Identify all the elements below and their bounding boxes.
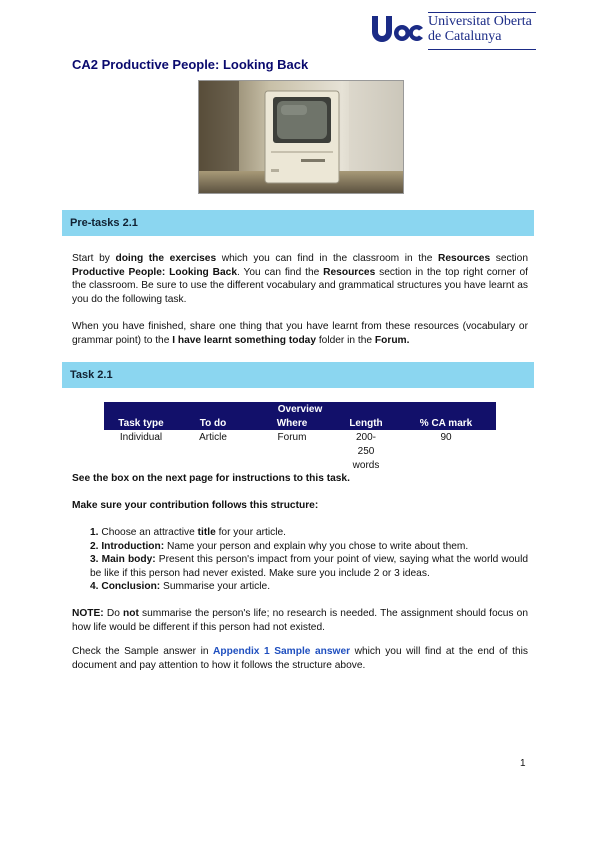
text-run: folder in the	[316, 334, 375, 346]
note-paragraph	[72, 607, 528, 634]
cell-length: 200-250 words	[352, 432, 380, 471]
logo-line-1: Universitat Oberta	[428, 14, 532, 29]
col-header-length: Length	[336, 417, 396, 430]
text-bold: not	[123, 608, 139, 619]
cell-to-do: Article	[199, 432, 227, 443]
text-bold: Forum.	[374, 334, 410, 346]
text-run: Name your person and explain why you chose to write about them.	[164, 540, 469, 552]
text-run: When you have finished, share one thing that you have learnt from these resources (vocabulary or grammar point) to the	[72, 321, 528, 346]
text-run: section	[490, 253, 528, 264]
pretasks-header-band	[62, 210, 534, 236]
text-run: Start by	[72, 253, 116, 264]
pretasks-heading: Pre-tasks 2.1	[70, 217, 138, 229]
col-header-task-type: Task type	[104, 417, 178, 430]
list-item	[90, 526, 528, 540]
text-bold: Resources	[323, 266, 376, 278]
step-number: 4.	[90, 581, 99, 593]
text-bold: Productive People: Looking Back	[72, 266, 237, 278]
structure-intro: Make sure your contribution follows this structure:	[72, 500, 319, 511]
step-number: 3.	[90, 554, 99, 566]
text-bold: title	[197, 527, 216, 538]
text-run: Summarise your article.	[160, 581, 271, 593]
uoc-logo	[370, 12, 540, 52]
col-header-where: Where	[248, 417, 336, 430]
list-item	[90, 540, 528, 554]
overview-table	[104, 402, 496, 474]
table-row	[104, 430, 496, 474]
logo-rule-top	[428, 12, 536, 13]
structure-list	[90, 526, 528, 594]
text-bold: doing the exercises	[115, 253, 217, 264]
logo-rule	[428, 49, 536, 50]
text-run: Present this person's impact from your point of view, saying what the world would be like if this person had never existed. Make sure you include 2 or 3 ideas.	[90, 554, 528, 579]
step-number: 2.	[90, 540, 99, 552]
vintage-computer-photo	[198, 80, 404, 194]
text-bold: Resources	[438, 253, 491, 264]
text-run: Choose an attractive	[101, 527, 198, 538]
text-bold: Conclusion:	[101, 581, 161, 593]
list-item	[90, 580, 528, 594]
computer-illustration	[199, 81, 403, 193]
text-run: which you will find at the end of this document and pay attention to how it follows the structure above.	[72, 646, 528, 671]
note-label: NOTE:	[72, 608, 104, 619]
text-run: summarise the person's life; no research is needed. The assignment should focus on how life would be different if this person had not existed.	[72, 608, 528, 633]
text-run: for your article.	[215, 527, 286, 538]
text-run: Do	[103, 608, 124, 619]
text-bold: I have learnt something today	[172, 334, 317, 346]
appendix-link[interactable]: Appendix 1 Sample answer	[213, 646, 351, 657]
text-bold: Introduction:	[101, 540, 165, 552]
page-number: 1	[520, 758, 526, 769]
text-bold: Main body:	[101, 554, 156, 566]
text-run: section in the top right corner of the classroom. Be sure to use the different vocabulary and grammatical structures you have learnt as you do the following task.	[72, 266, 528, 305]
logo-line-2: de Catalunya	[428, 29, 502, 44]
overview-caption: Overview	[104, 402, 496, 417]
check-sample-paragraph	[72, 645, 528, 672]
text-run: which you can find in the classroom in the	[216, 253, 439, 264]
list-item	[90, 553, 528, 580]
pretasks-paragraph-1	[72, 252, 528, 306]
see-box-instruction: See the box on the next page for instructions to this task.	[72, 473, 350, 484]
uoc-logo-icon	[370, 12, 424, 48]
pretasks-paragraph-2	[72, 320, 528, 347]
text-run: . You can find the	[237, 266, 324, 278]
text-run: Check the Sample answer in	[72, 646, 214, 657]
cell-where: Forum	[277, 432, 307, 443]
col-header-to-do: To do	[178, 417, 248, 430]
page-title: CA2 Productive People: Looking Back	[72, 57, 309, 72]
cell-task-type: Individual	[119, 432, 163, 443]
step-number: 1.	[90, 527, 99, 538]
col-header-ca-mark: % CA mark	[396, 417, 496, 430]
task-header-band	[62, 362, 534, 388]
task-heading: Task 2.1	[70, 369, 113, 381]
logo-text	[428, 14, 532, 44]
cell-ca-mark: 90	[440, 432, 452, 443]
